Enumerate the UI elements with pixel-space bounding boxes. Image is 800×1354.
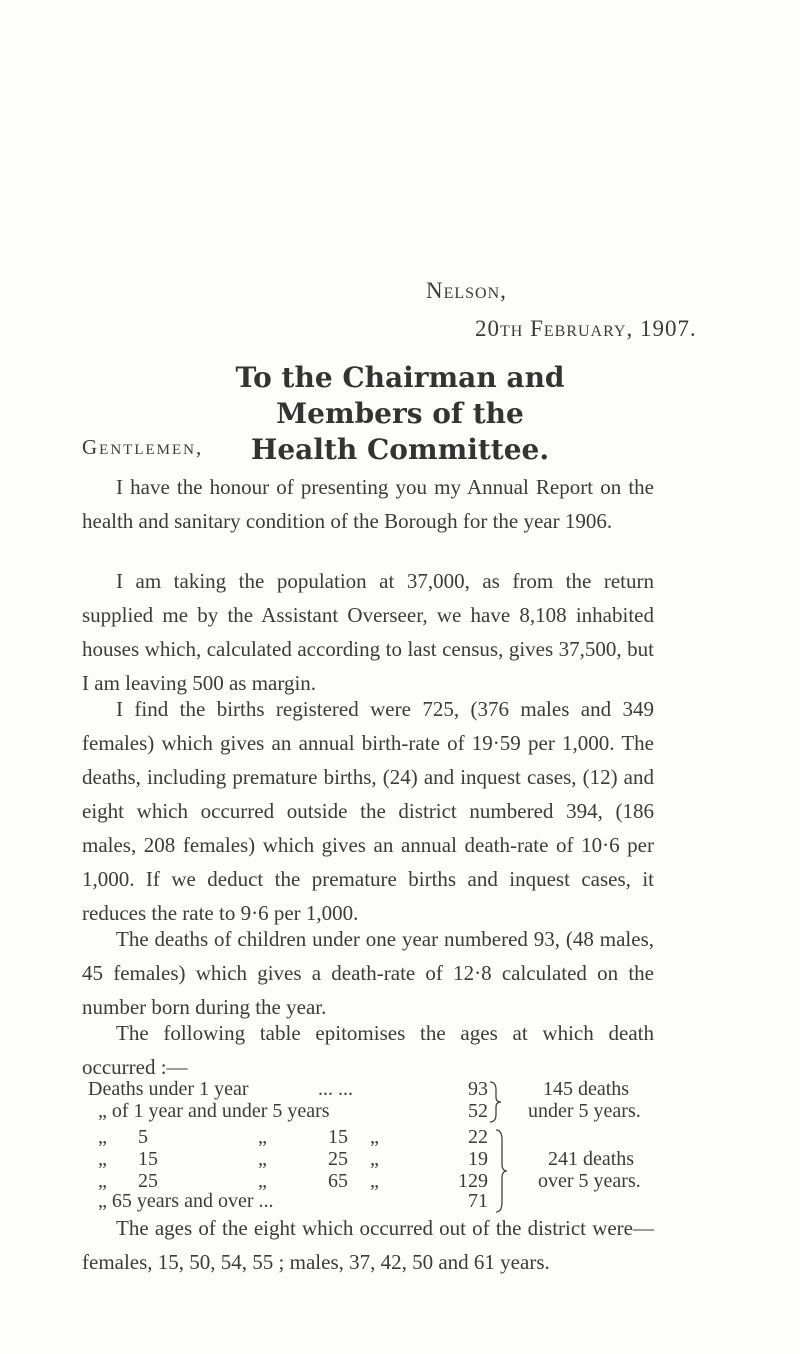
table-age-from: 5 [138, 1126, 148, 1148]
table-ditto-mark: „ [370, 1170, 379, 1192]
paragraph-births-deaths: I find the births registered were 725, (376 males and 349 females) which gives an annual birth-rate of 19·59 per 1,000. The deaths, including premature births, (24) and inquest cases, (12) and eight which occurred outside the district numbered 394, (186 males, 208 females) which gives an annual death-rate of 10·6 per 1,000. If we deduct the premature births and inquest cases, it reduces the rate to 9·6 per 1,000. [82, 697, 654, 925]
table-age-from: 15 [138, 1148, 158, 1170]
table-ditto-mark: „ [258, 1170, 267, 1192]
table-row-label: „ 65 years and over ... [98, 1190, 274, 1212]
date-heading: 20th February, 1907. [475, 316, 697, 341]
address-line-2: Health Committee. [250, 433, 550, 466]
place-heading: Nelson, [426, 278, 507, 303]
table-ditto-mark: „ [98, 1126, 107, 1148]
address-line-1: To the Chairman and Members of the [235, 361, 565, 430]
group-under-5-label: under 5 years. [528, 1100, 641, 1122]
table-ditto-mark: „ [258, 1126, 267, 1148]
table-age-from: 25 [138, 1170, 158, 1192]
table-age-to: 25 [328, 1148, 348, 1170]
group-under-5-count: 145 deaths [543, 1078, 630, 1100]
table-age-to: 65 [328, 1170, 348, 1192]
table-row-count: 129 [458, 1170, 488, 1192]
brace-icon [488, 1080, 504, 1124]
table-row-label: „ of 1 year and under 5 years [98, 1100, 330, 1122]
table-row-count: 22 [468, 1126, 488, 1148]
paragraph-population: I am taking the population at 37,000, as from the return supplied me by the Assistant Overseer, we have 8,108 inhabited houses which, calculated according to last census, gives 37,500, but I am leaving 500 as margin. [82, 569, 654, 695]
table-ditto-mark: „ [98, 1148, 107, 1170]
table-row-count: 52 [468, 1100, 488, 1122]
group-over-5-label: over 5 years. [538, 1170, 641, 1192]
group-over-5-count: 241 deaths [548, 1148, 635, 1170]
table-ditto-mark: „ [370, 1148, 379, 1170]
paragraph-annual-report: I have the honour of presenting you my Annual Report on the health and sanitary condition of the Borough for the year 1906. [82, 475, 654, 533]
table-ditto-mark: „ [98, 1170, 107, 1192]
table-ditto-mark: „ [258, 1148, 267, 1170]
table-row-label: Deaths under 1 year [88, 1078, 249, 1100]
brace-icon [494, 1128, 510, 1214]
deaths-by-age-table [88, 1078, 688, 1212]
address-heading [160, 360, 640, 468]
salutation: Gentlemen, [82, 435, 204, 459]
table-row-count: 71 [468, 1190, 488, 1212]
table-row-dots: ... ... [318, 1078, 353, 1100]
table-row-count: 93 [468, 1078, 488, 1100]
table-ditto-mark: „ [370, 1126, 379, 1148]
table-row-count: 19 [468, 1148, 488, 1170]
paragraph-infant-deaths: The deaths of children under one year numbered 93, (48 males, 45 females) which gives a death-rate of 12·8 calculated on the number born during the year. [82, 927, 654, 1019]
paragraph-table-intro: The following table epitomises the ages at which death occurred :— [82, 1021, 654, 1079]
paragraph-outside-deaths: The ages of the eight which occurred out of the district were—females, 15, 50, 54, 55 ; males, 37, 42, 50 and 61 years. [82, 1216, 654, 1274]
table-age-to: 15 [328, 1126, 348, 1148]
